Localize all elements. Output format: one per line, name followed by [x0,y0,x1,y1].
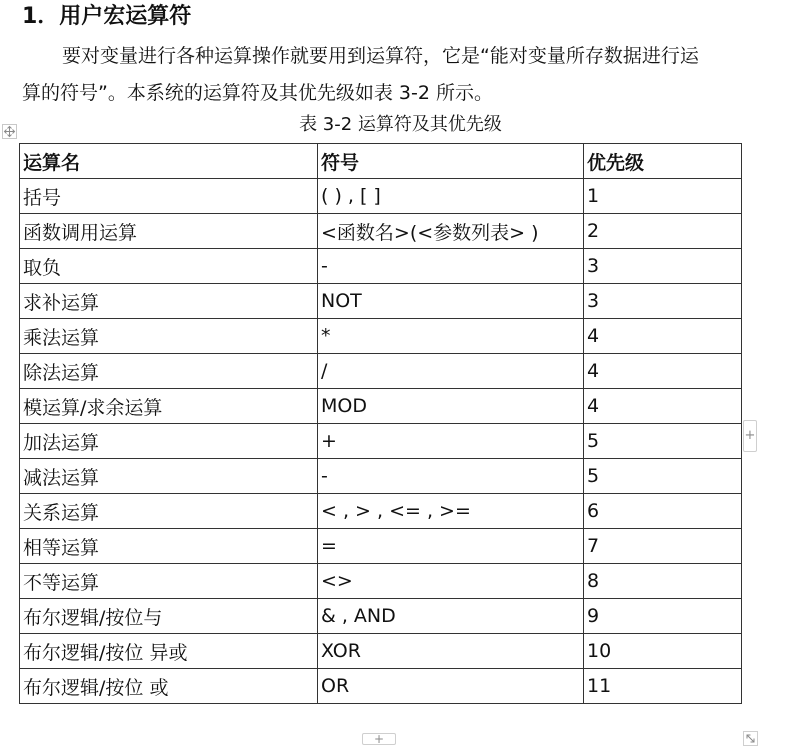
symbol-cell[interactable]: + [318,424,584,459]
table-row [20,389,742,424]
operation-name-cell[interactable]: 布尔逻辑/按位 或 [20,669,318,704]
add-column-button[interactable]: + [743,420,757,452]
table-row [20,459,742,494]
operation-name-cell[interactable]: 函数调用运算 [20,214,318,249]
symbol-cell[interactable]: & , AND [318,599,584,634]
table-row [20,634,742,669]
table-row [20,494,742,529]
priority-cell[interactable]: 4 [584,389,742,424]
paragraph-line-2: 算的符号”。本系统的运算符及其优先级如表 3-2 所示。 [22,82,493,104]
operation-name-cell[interactable]: 取负 [20,249,318,284]
symbol-cell[interactable]: XOR [318,634,584,669]
symbol-cell[interactable]: NOT [318,284,584,319]
operation-name-cell[interactable]: 不等运算 [20,564,318,599]
move-arrows-icon [3,125,16,138]
operators-table [19,143,742,704]
table-row [20,529,742,564]
priority-cell[interactable]: 6 [584,494,742,529]
priority-cell[interactable]: 10 [584,634,742,669]
priority-cell[interactable]: 9 [584,599,742,634]
operation-name-cell[interactable]: 模运算/求余运算 [20,389,318,424]
symbol-cell[interactable]: = [318,529,584,564]
priority-cell[interactable]: 5 [584,459,742,494]
header-operation-name: 运算名 [20,144,318,179]
symbol-cell[interactable]: <> [318,564,584,599]
operation-name-cell[interactable]: 布尔逻辑/按位 异或 [20,634,318,669]
table-row [20,249,742,284]
priority-cell[interactable]: 3 [584,284,742,319]
symbol-cell[interactable]: OR [318,669,584,704]
operation-name-cell[interactable]: 括号 [20,179,318,214]
operation-name-cell[interactable]: 除法运算 [20,354,318,389]
diagonal-resize-icon [744,732,757,745]
header-symbol: 符号 [318,144,584,179]
add-row-button[interactable]: + [362,733,396,745]
priority-cell[interactable]: 4 [584,354,742,389]
priority-cell[interactable]: 11 [584,669,742,704]
section-heading: 1．用户宏运算符 [22,4,192,29]
symbol-cell[interactable]: - [318,459,584,494]
operation-name-cell[interactable]: 相等运算 [20,529,318,564]
table-move-handle[interactable] [2,124,17,139]
table-row [20,564,742,599]
operation-name-cell[interactable]: 求补运算 [20,284,318,319]
table-row [20,669,742,704]
symbol-cell[interactable]: < , > , <= , >= [318,494,584,529]
operation-name-cell[interactable]: 乘法运算 [20,319,318,354]
priority-cell[interactable]: 2 [584,214,742,249]
priority-cell[interactable]: 4 [584,319,742,354]
priority-cell[interactable]: 3 [584,249,742,284]
table-row [20,214,742,249]
operation-name-cell[interactable]: 关系运算 [20,494,318,529]
table-row [20,424,742,459]
table-header-row [20,144,742,179]
table-caption: 表 3-2 运算符及其优先级 [299,114,502,135]
operation-name-cell[interactable]: 布尔逻辑/按位与 [20,599,318,634]
symbol-cell[interactable]: <函数名>(<参数列表> ) [318,214,584,249]
table-row [20,284,742,319]
header-priority: 优先级 [584,144,742,179]
symbol-cell[interactable]: MOD [318,389,584,424]
symbol-cell[interactable]: ( ) , [ ] [318,179,584,214]
priority-cell[interactable]: 7 [584,529,742,564]
operation-name-cell[interactable]: 加法运算 [20,424,318,459]
paragraph-line-1: 要对变量进行各种运算操作就要用到运算符，它是“能对变量所存数据进行运 [62,45,699,67]
table-row [20,599,742,634]
table-row [20,179,742,214]
priority-cell[interactable]: 8 [584,564,742,599]
priority-cell[interactable]: 5 [584,424,742,459]
symbol-cell[interactable]: / [318,354,584,389]
symbol-cell[interactable]: - [318,249,584,284]
table-row [20,354,742,389]
symbol-cell[interactable]: * [318,319,584,354]
table-row [20,319,742,354]
intro-paragraph [22,38,782,112]
priority-cell[interactable]: 1 [584,179,742,214]
table-resize-handle[interactable] [743,731,758,746]
operation-name-cell[interactable]: 减法运算 [20,459,318,494]
